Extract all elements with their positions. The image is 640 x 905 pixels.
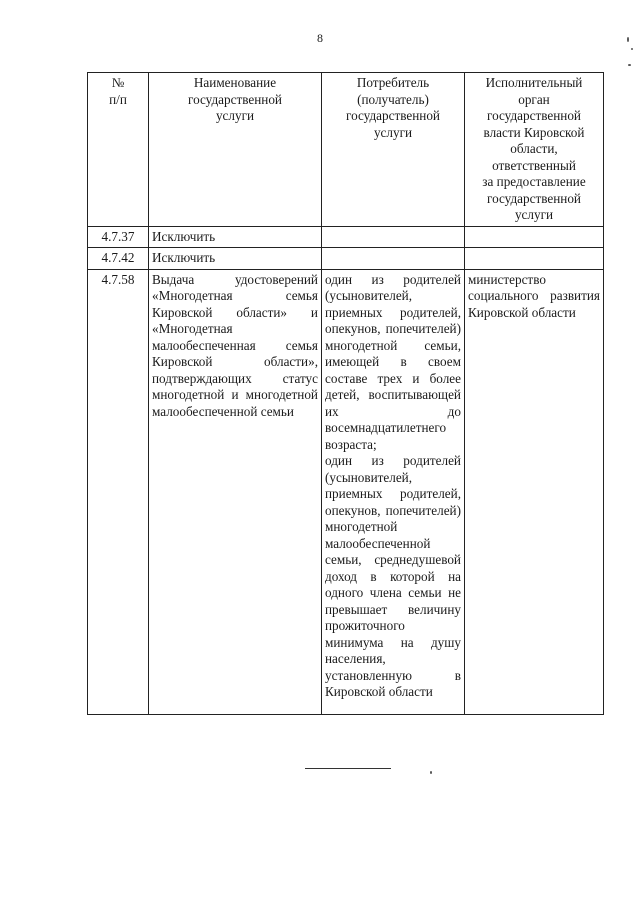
row-executor: [465, 226, 604, 248]
row-executor: министерство социального развития Кировской области: [465, 269, 604, 714]
scan-mark: [430, 771, 432, 774]
header-number-text: № п/п: [109, 75, 127, 107]
row-executor: [465, 248, 604, 270]
row-number: 4.7.42: [88, 248, 149, 270]
services-table: [87, 72, 604, 715]
row-service: Исключить: [149, 226, 322, 248]
table-row: [88, 248, 604, 270]
header-executor: [465, 73, 604, 227]
header-recipient-text: Потребитель (получатель) государственной услуги: [346, 75, 440, 140]
header-recipient: [322, 73, 465, 227]
row-service: Исключить: [149, 248, 322, 270]
scan-mark: [631, 48, 633, 50]
header-number: [88, 73, 149, 227]
table-row: [88, 226, 604, 248]
scan-mark: [628, 64, 631, 66]
row-recipient: [322, 248, 465, 270]
page-number: 8: [317, 31, 323, 45]
header-service: [149, 73, 322, 227]
row-service: Выдача удостоверений «Многодетная семья Кировской области» и «Многодетная малообеспеченная семья Кировской области», подтверждающих статус многодетной и многодетной малообеспеченной семьи: [149, 269, 322, 714]
scan-mark: [627, 37, 629, 42]
header-executor-text: Исполнительный орган государственной власти Кировской области, ответственный за предоставление государственной услуги: [482, 75, 586, 222]
table-row: [88, 269, 604, 714]
table-header-row: [88, 73, 604, 227]
header-service-text: Наименование государственной услуги: [188, 75, 282, 123]
row-recipient: [322, 226, 465, 248]
row-number: 4.7.37: [88, 226, 149, 248]
footer-divider: [305, 768, 391, 769]
row-number: 4.7.58: [88, 269, 149, 714]
row-recipient: один из родителей (усыновителей, приемных родителей, опекунов, попечителей) многодетной семьи, имеющей в своем составе трех и более детей, воспитывающей их до восемнадцатилетнего возраста; один из родителей (усыновителей, приемных родителей, опекунов, попечителей) многодетной малообеспеченной семьи, среднедушевой доход в которой на одного члена семьи не превышает величину прожиточного минимума на душу населения, установленную в Кировской области: [322, 269, 465, 714]
